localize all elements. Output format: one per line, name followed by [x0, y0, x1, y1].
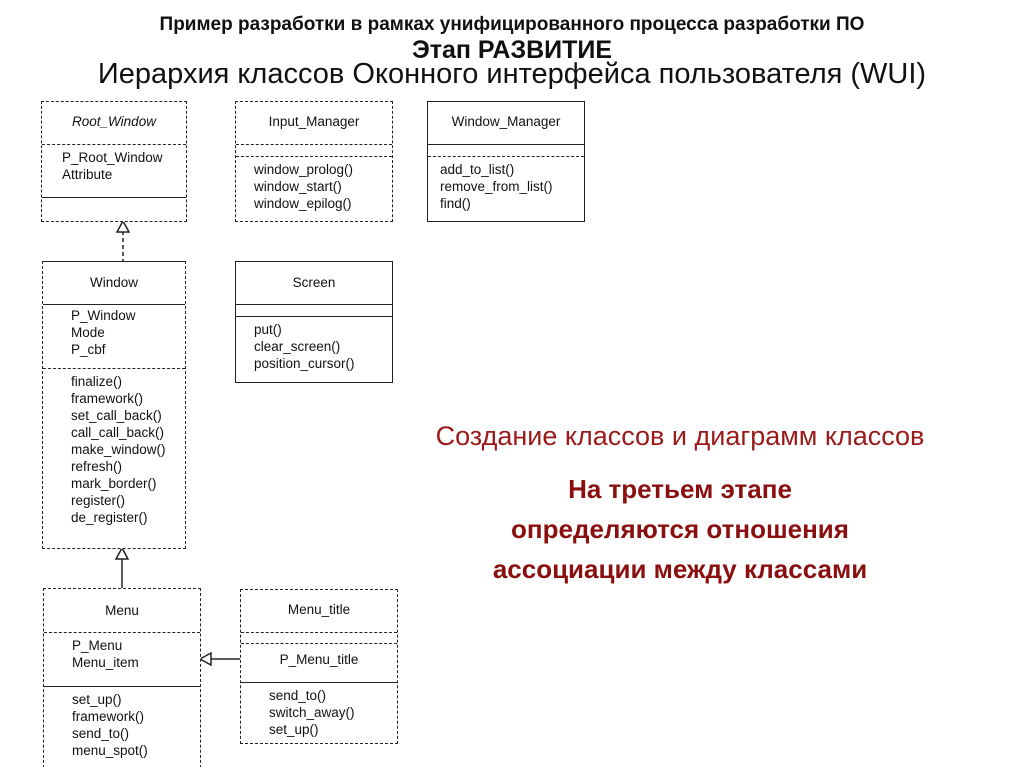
method: clear_screen(): [254, 339, 341, 354]
inheritance-arrow: [117, 221, 129, 232]
method: remove_from_list(): [440, 179, 553, 194]
method: send_to(): [269, 688, 327, 703]
method: window_start(): [254, 179, 342, 194]
note-line: определяются отношения: [511, 514, 849, 544]
method: call_call_back(): [71, 425, 165, 440]
inheritance-arrow: [116, 548, 128, 559]
attribute: Mode: [71, 325, 105, 340]
method: position_cursor(): [254, 356, 355, 371]
method: put(): [254, 322, 282, 337]
class-input-manager: [235, 101, 393, 222]
method: register(): [71, 493, 126, 508]
class-menu-title: [240, 589, 398, 744]
class-name: Window_Manager: [451, 114, 561, 129]
method: de_register(): [71, 510, 148, 525]
class-name: Menu_title: [287, 602, 351, 617]
subtitle-note: Создание классов и диаграмм классов: [435, 421, 925, 451]
class-menu: [43, 588, 201, 767]
class-window-manager: [427, 101, 585, 222]
method: refresh(): [71, 459, 123, 474]
class-name: Input_Manager: [268, 114, 360, 129]
diagram-title: Иерархия классов Оконного интерфейса пользователя (WUI): [97, 58, 927, 90]
method: window_epilog(): [254, 196, 352, 211]
note-line: ассоциации между классами: [492, 554, 868, 584]
class-name: Menu: [105, 603, 139, 618]
method: window_prolog(): [254, 162, 354, 177]
attribute: P_Root_Window: [62, 150, 163, 165]
attribute: Attribute: [62, 167, 113, 182]
class-screen: [235, 261, 393, 383]
class-name: Screen: [292, 275, 336, 290]
attribute: P_Menu_title: [241, 643, 397, 682]
method: set_call_back(): [71, 408, 162, 423]
attribute: P_cbf: [71, 342, 106, 357]
method: set_up(): [72, 692, 122, 707]
note-line: На третьем этапе: [568, 474, 792, 504]
method: switch_away(): [269, 705, 355, 720]
inheritance-arrow: [200, 653, 211, 665]
method: framework(): [71, 391, 144, 406]
method: find(): [440, 196, 471, 211]
class-name: Window: [89, 275, 138, 290]
method: add_to_list(): [440, 162, 515, 177]
class-window: [42, 261, 186, 549]
class-root-window: [41, 101, 187, 222]
method: set_up(): [269, 722, 319, 737]
method: make_window(): [71, 442, 166, 457]
attribute: P_Window: [71, 308, 136, 323]
stage-title: Этап РАЗВИТИЕ: [411, 36, 613, 64]
method: finalize(): [71, 374, 123, 389]
method: mark_border(): [71, 476, 157, 491]
method: menu_spot(): [72, 743, 148, 758]
slide-title: Пример разработки в рамках унифицированного процесса разработки ПО: [159, 14, 865, 35]
method: send_to(): [72, 726, 130, 741]
attribute: Menu_item: [72, 655, 139, 670]
method: framework(): [72, 709, 145, 724]
class-name: Root_Window: [72, 114, 156, 129]
attribute: P_Menu: [72, 638, 123, 653]
